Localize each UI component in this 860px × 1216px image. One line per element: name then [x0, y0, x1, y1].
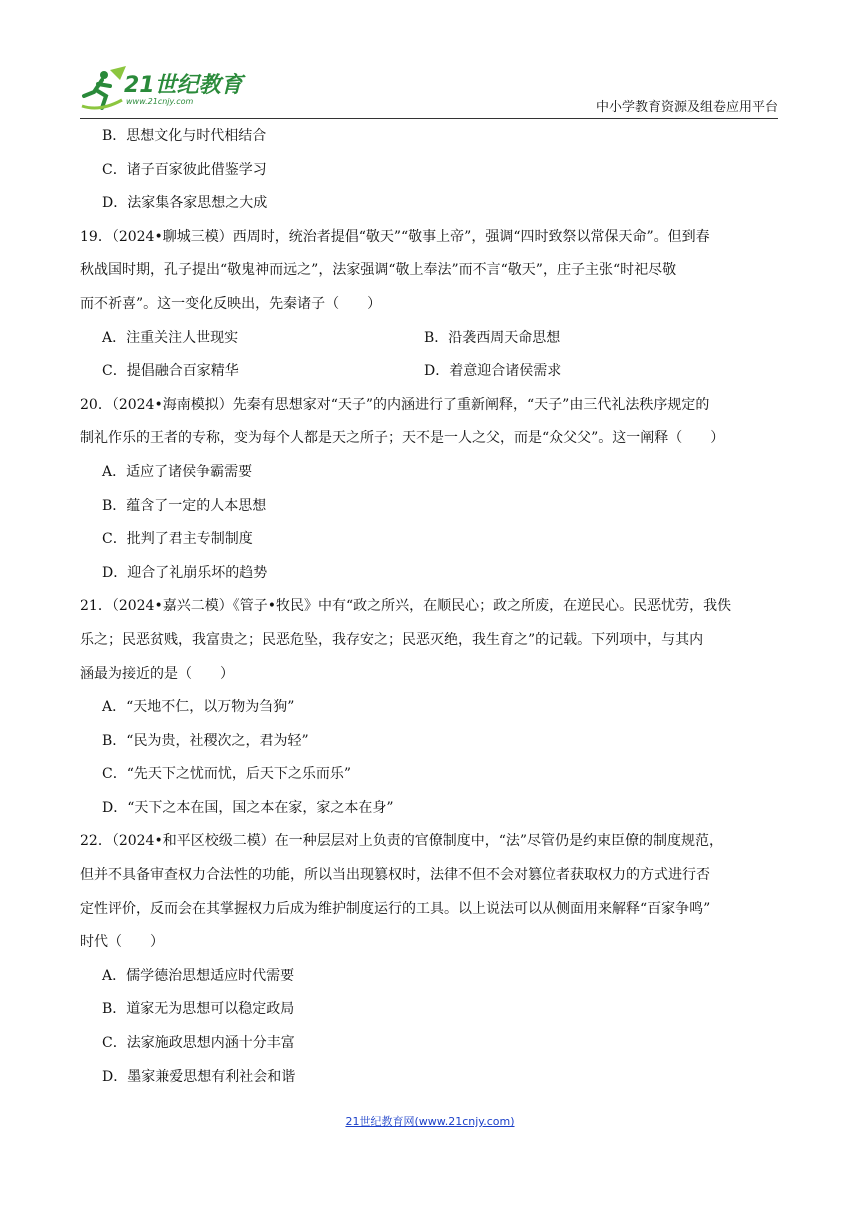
q19-stem-line-1: 19．（2024•聊城三模）西周时，统治者提倡“敬天”“敬事上帝”，强调“四时致祭以常保天命”。但到春 — [80, 228, 710, 245]
q18-option-b: B．思想文化与时代相结合 — [102, 128, 267, 144]
site-logo — [80, 66, 280, 116]
logo-url: www.21cnjy.com — [126, 97, 194, 106]
q19-option-d: D．着意迎合诸侯需求 — [424, 363, 562, 380]
q19-stem-line-3: 而不祈喜”。这一变化反映出，先秦诸子（ ） — [80, 295, 382, 312]
q22-option-a: A．儒学德治思想适应时代需要 — [102, 967, 295, 984]
q22-stem-line-1: 22．（2024•和平区校级二模）在一种层层对上负责的官僚制度中，“法”尽管仍是约束臣僚的制度规范， — [80, 833, 724, 850]
header-divider — [80, 118, 778, 119]
q22-stem-line-4: 时代（ ） — [80, 934, 164, 951]
q21-stem-line-1: 21．（2024•嘉兴二模）《管子•牧民》中有“政之所兴，在顺民心；政之所废，在逆民心。民恶忧劳，我佚 — [80, 598, 732, 615]
q21-option-c: C．“先天下之忧而忧，后天下之乐而乐” — [102, 766, 352, 783]
q21-option-d: D．“天下之本在国，国之本在家，家之本在身” — [102, 799, 394, 816]
q19-options-row-2 — [80, 355, 780, 389]
q18-option-c: C．诸子百家彼此借鉴学习 — [102, 161, 267, 178]
question-content — [80, 120, 780, 1094]
q20-option-b: B．蕴含了一定的人本思想 — [102, 497, 267, 514]
q19-stem-line-2: 秋战国时期，孔子提出“敬鬼神而远之”，法家强调“敬上奉法”而不言“敬天”，庄子主张“时祀尽敬 — [80, 262, 677, 279]
q21-option-b: B．“民为贵，社稷次之，君为轻” — [102, 732, 309, 749]
q19-option-c: C．提倡融合百家精华 — [102, 363, 239, 380]
q22-option-b: B．道家无为思想可以稳定政局 — [102, 1001, 295, 1018]
q18-option-d: D．法家集各家思想之大成 — [102, 195, 268, 212]
q20-option-c: C．批判了君主专制制度 — [102, 531, 253, 548]
q20-option-d: D．迎合了礼崩乐坏的趋势 — [102, 564, 268, 581]
q19-options-row-1 — [80, 322, 780, 356]
logo-text: 21世纪教育 — [124, 73, 243, 98]
q22-stem-line-3: 定性评价，反而会在其掌握权力后成为维护制度运行的工具。以上说法可以从侧面用来解释“百家争鸣” — [80, 900, 711, 917]
page-header — [80, 66, 778, 118]
q21-stem-line-2: 乐之；民恶贫贱，我富贵之；民恶危坠，我存安之；民恶灭绝，我生育之”的记载。下列项中，与其内 — [80, 631, 704, 648]
q20-stem-line-1: 20．（2024•海南模拟）先秦有思想家对“天子”的内涵进行了重新阐释，“天子”由三代礼法秩序规定的 — [80, 396, 710, 413]
footer-link[interactable]: 21世纪教育网(www.21cnjy.com) — [345, 1115, 515, 1128]
platform-title: 中小学教育资源及组卷应用平台 — [595, 100, 778, 115]
q22-option-c: C．法家施政思想内涵十分丰富 — [102, 1035, 295, 1052]
q20-stem-line-2: 制礼作乐的王者的专称，变为每个人都是天之所子；天不是一人之父，而是“众父父”。这一阐释（ ） — [80, 430, 725, 447]
q20-option-a: A．适应了诸侯争霸需要 — [102, 463, 253, 480]
q19-option-b: B．沿袭西周天命思想 — [424, 329, 561, 346]
q21-option-a: A．“天地不仁，以万物为刍狗” — [102, 699, 295, 716]
q19-option-a: A．注重关注人世现实 — [102, 329, 239, 346]
q22-option-d: D．墨家兼爱思想有利社会和谐 — [102, 1068, 296, 1085]
q22-stem-line-2: 但并不具备审查权力合法性的功能，所以当出现篡权时，法律不但不会对篡位者获取权力的方式进行否 — [80, 867, 710, 884]
q21-stem-line-3: 涵最为接近的是（ ） — [80, 665, 234, 682]
runner-logo-icon — [80, 66, 126, 112]
